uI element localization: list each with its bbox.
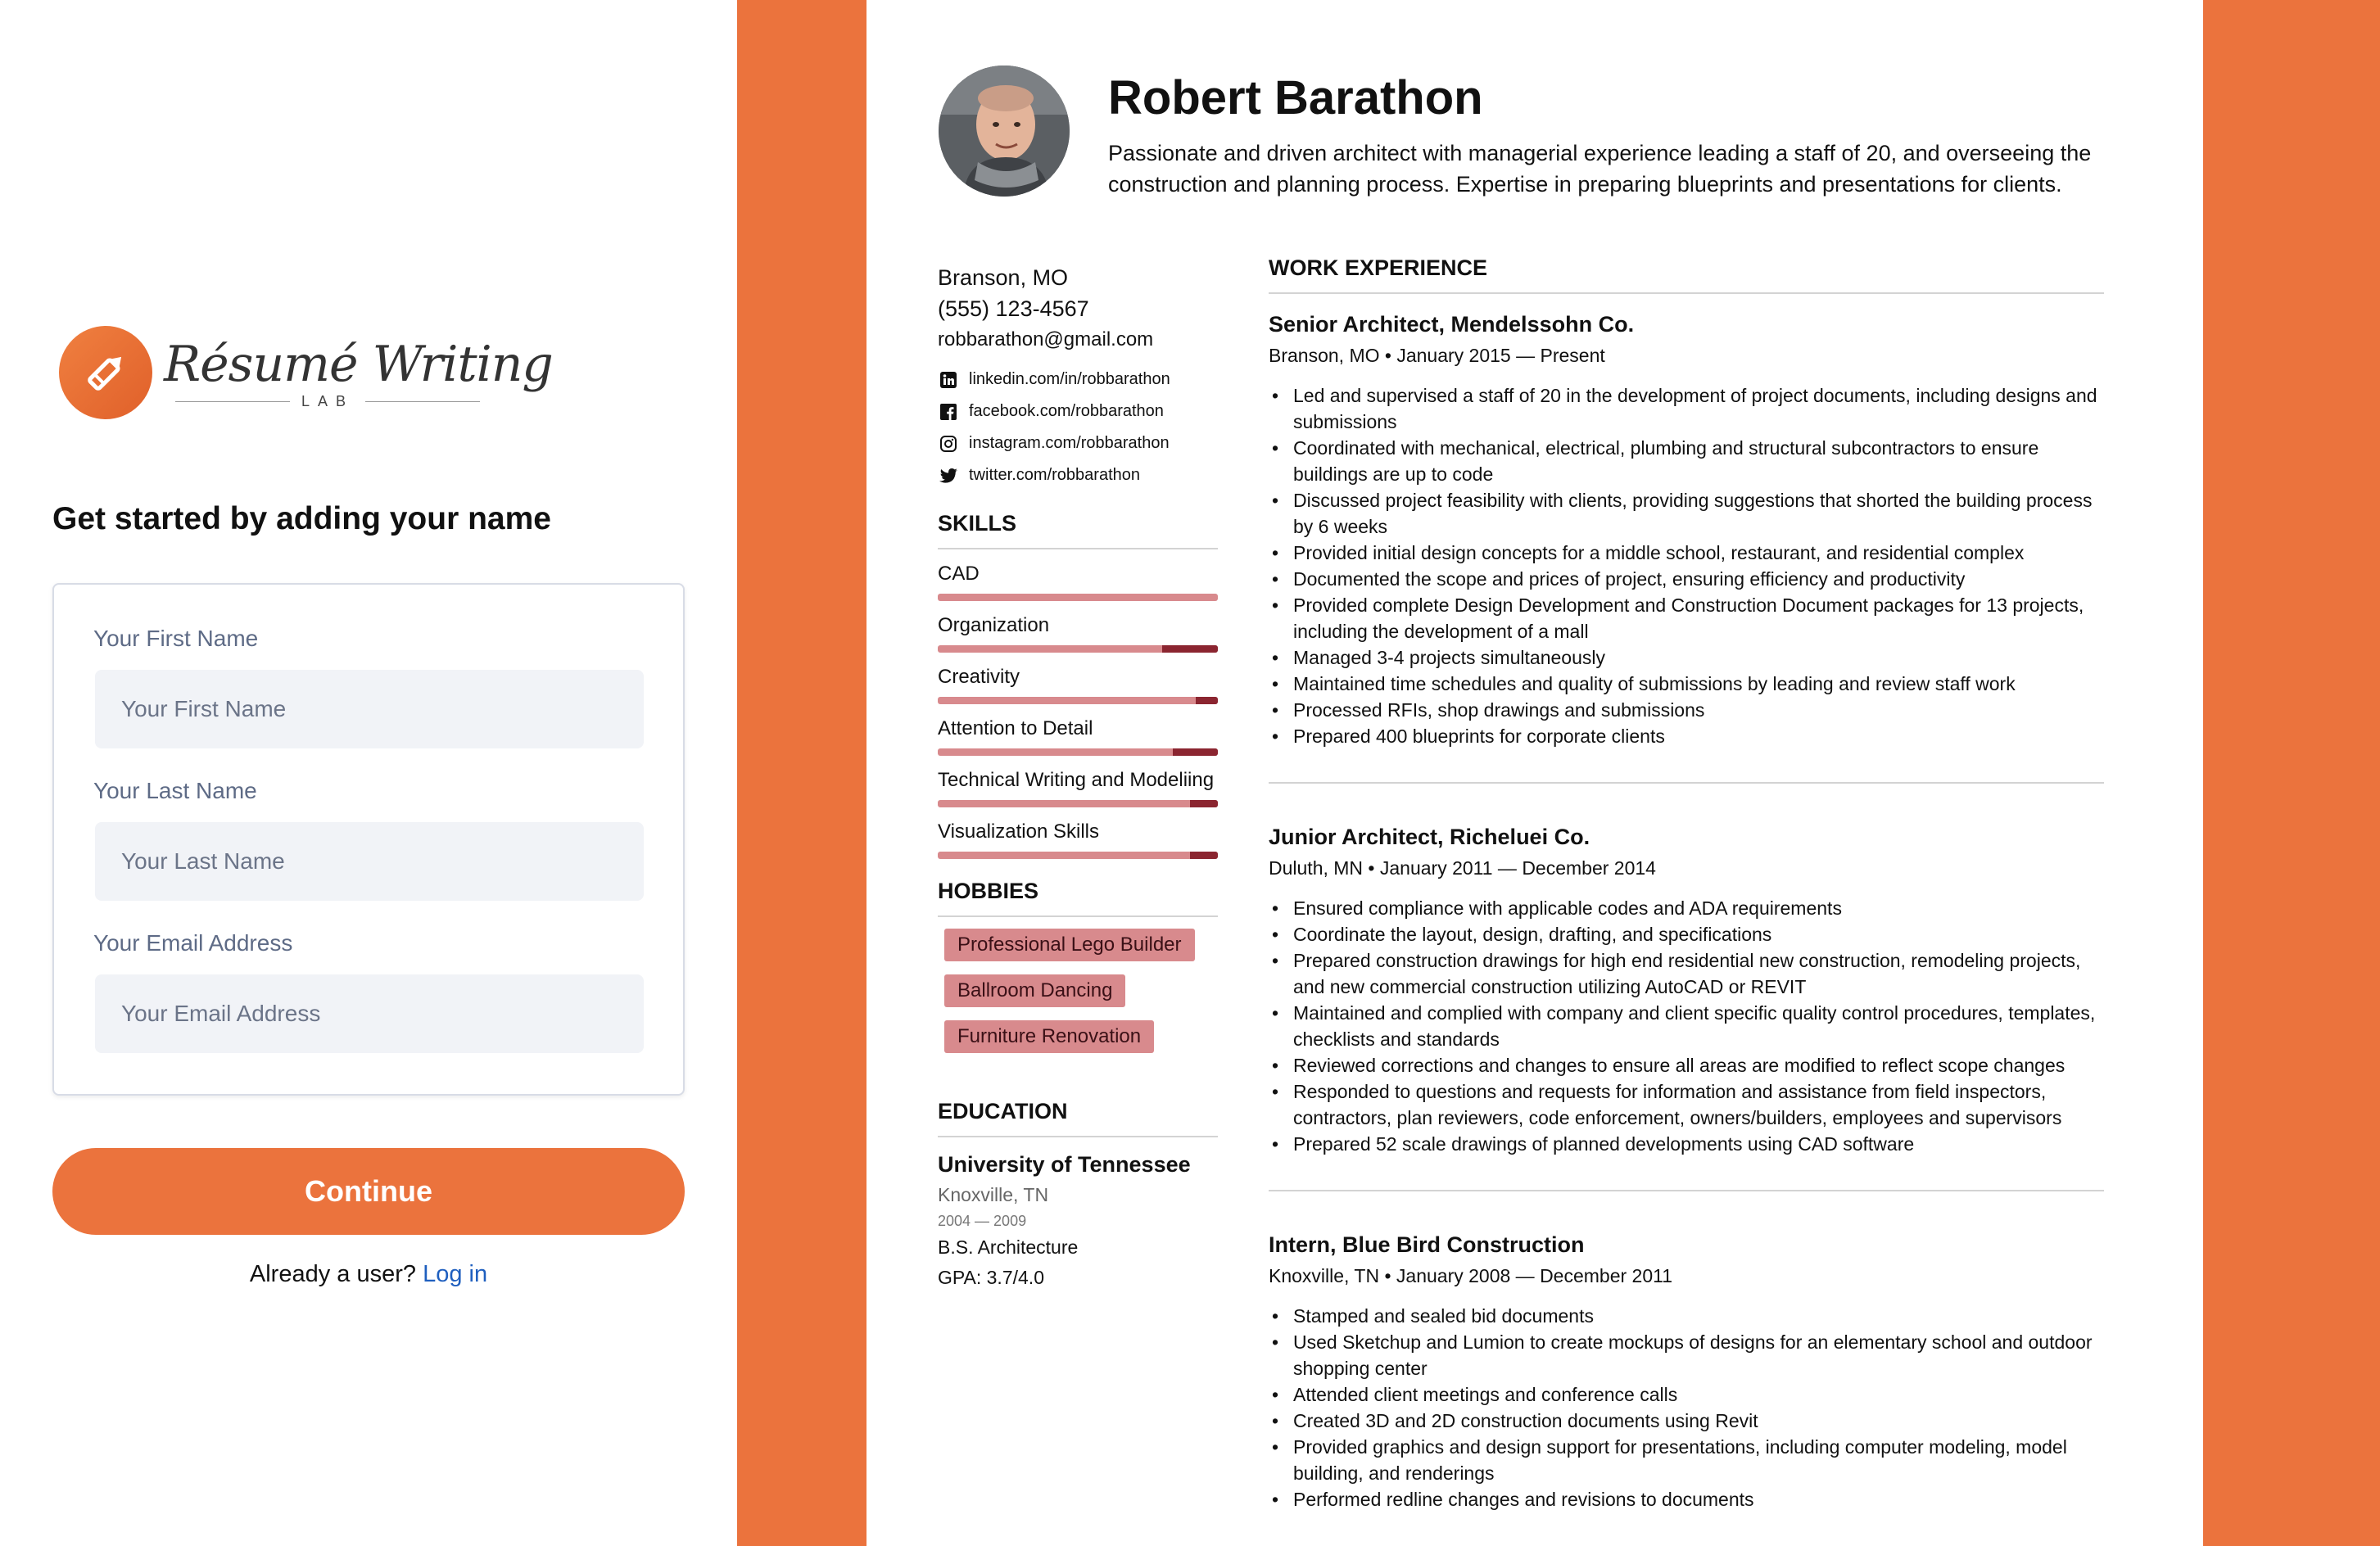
last-name-input[interactable] <box>95 822 644 901</box>
skill-item <box>938 767 1218 807</box>
job-bullet: • Processed RFIs, shop drawings and submissions <box>1269 697 2104 723</box>
education-gpa: GPA: 3.7/4.0 <box>938 1267 1044 1288</box>
resume-preview <box>866 0 2203 1546</box>
education-heading: EDUCATION <box>938 1099 1218 1137</box>
brand-logo <box>59 326 553 419</box>
skill-name: Attention to Detail <box>938 717 1093 739</box>
hobbies-section <box>938 879 1218 1066</box>
job-bullet: • Created 3D and 2D construction documents using Revit <box>1269 1408 2104 1434</box>
last-name-label: Your Last Name <box>93 778 257 803</box>
work-experience-section <box>1269 255 2104 1546</box>
background-band-left <box>737 0 866 1546</box>
linkedin-icon <box>938 369 959 391</box>
work-heading: WORK EXPERIENCE <box>1269 255 2104 294</box>
education-degree: B.S. Architecture <box>938 1236 1079 1258</box>
skill-level-bar <box>938 645 1218 653</box>
resume-sidebar <box>938 262 1218 1293</box>
job-meta: Branson, MO • January 2015 — Present <box>1269 345 1605 366</box>
brand-sub: LAB <box>301 393 355 409</box>
brand-name: Résumé Writing <box>164 336 553 393</box>
social-twitter <box>938 459 1218 491</box>
social-twitter-text: twitter.com/robbarathon <box>969 466 1140 484</box>
signup-panel <box>0 0 737 1546</box>
job-bullet: • Discussed project feasibility with clients, providing suggestions that shorted the building process by 6 weeks <box>1269 487 2104 540</box>
skill-level-bar <box>938 594 1218 601</box>
education-dates: 2004 — 2009 <box>938 1213 1027 1229</box>
job-bullet: • Provided complete Design Development and Construction Document packages for 13 projects, including the development of a mall <box>1269 592 2104 644</box>
education-school: University of Tennessee <box>938 1152 1191 1177</box>
education-section <box>938 1099 1218 1293</box>
job-bullet: • Documented the scope and prices of project, ensuring efficiency and productivity <box>1269 566 2104 592</box>
skill-item <box>938 561 1218 601</box>
job-bullet: • Coordinated with mechanical, electrical, plumbing and structural subcontractors to ensure buildings are up to code <box>1269 435 2104 487</box>
hobby-tag: Professional Lego Builder <box>944 929 1195 961</box>
job-entry <box>1269 309 2104 784</box>
job-title: Junior Architect, Richeluei Co. <box>1269 825 1590 849</box>
hobby-tag: Furniture Renovation <box>944 1020 1154 1053</box>
first-name-input[interactable] <box>95 670 644 748</box>
job-bullet: • Prepared 52 scale drawings of planned developments using CAD software <box>1269 1131 2104 1157</box>
pencil-icon <box>59 326 152 419</box>
job-bullet: • Responded to questions and requests for information and assistance from field inspectors, contractors, plan reviewers, code enforcement, owners/builders, employees and supervisors <box>1269 1078 2104 1131</box>
profile-photo <box>939 66 1070 197</box>
facebook-icon <box>938 401 959 423</box>
social-linkedin-text: linkedin.com/in/robbarathon <box>969 370 1170 388</box>
background-band-right <box>2203 0 2380 1546</box>
skill-name: Creativity <box>938 666 1020 688</box>
job-bullets <box>1269 895 2104 1157</box>
continue-button[interactable]: Continue <box>52 1148 685 1235</box>
skill-level-bar <box>938 697 1218 704</box>
job-bullets <box>1269 382 2104 749</box>
skill-name: Technical Writing and Modeliing <box>938 769 1215 791</box>
job-entry <box>1269 821 2104 1191</box>
social-facebook-text: facebook.com/robbarathon <box>969 402 1164 420</box>
contact-location: Branson, MO <box>938 265 1069 290</box>
skill-item <box>938 613 1218 653</box>
job-meta: Duluth, MN • January 2011 — December 2014 <box>1269 857 1656 879</box>
job-bullet: • Reviewed corrections and changes to ensure all areas are modified to reflect scope changes <box>1269 1052 2104 1078</box>
hobby-tag: Ballroom Dancing <box>944 974 1125 1007</box>
skill-name: Organization <box>938 614 1050 636</box>
skills-heading: SKILLS <box>938 511 1218 549</box>
job-bullet: • Provided initial design concepts for a middle school, restaurant, and residential complex <box>1269 540 2104 566</box>
social-linkedin <box>938 364 1218 396</box>
job-bullet: • Maintained and complied with company and client specific quality control procedures, templates, checklists and standards <box>1269 1000 2104 1052</box>
twitter-icon <box>938 465 959 486</box>
signup-form <box>52 583 685 1096</box>
skill-name: Visualization Skills <box>938 820 1099 843</box>
job-meta: Knoxville, TN • January 2008 — December 2011 <box>1269 1265 1673 1286</box>
skill-item <box>938 819 1218 859</box>
instagram-icon <box>938 433 959 454</box>
signup-heading: Get started by adding your name <box>52 501 551 536</box>
skill-item <box>938 664 1218 704</box>
email-input[interactable] <box>95 974 644 1053</box>
education-location: Knoxville, TN <box>938 1184 1049 1205</box>
job-bullet: • Prepared construction drawings for high end residential new construction, remodeling projects, and new commercial construction utilizing AutoCAD or REVIT <box>1269 947 2104 1000</box>
job-bullet: • Used Sketchup and Lumion to create mockups of designs for an elementary school and outdoor shopping center <box>1269 1329 2104 1381</box>
job-bullet: • Prepared 400 blueprints for corporate clients <box>1269 723 2104 749</box>
job-bullet: • Maintained time schedules and quality of submissions by leading and review staff work <box>1269 671 2104 697</box>
job-title: Intern, Blue Bird Construction <box>1269 1232 1585 1257</box>
social-instagram <box>938 427 1218 459</box>
skill-level-bar <box>938 852 1218 859</box>
social-instagram-text: instagram.com/robbarathon <box>969 434 1170 452</box>
login-link[interactable]: Log in <box>423 1261 488 1287</box>
job-title: Senior Architect, Mendelssohn Co. <box>1269 312 1635 337</box>
resume-name: Robert Barathon <box>1108 71 1483 124</box>
job-bullets <box>1269 1303 2104 1512</box>
job-bullet: • Performed redline changes and revisions to documents <box>1269 1486 2104 1512</box>
contact-phone: (555) 123-4567 <box>938 296 1089 321</box>
first-name-label: Your First Name <box>93 626 259 651</box>
skill-level-bar <box>938 748 1218 756</box>
already-user-text: Already a user? <box>249 1261 417 1287</box>
skill-name: CAD <box>938 563 980 585</box>
skills-section <box>938 511 1218 859</box>
login-prompt <box>0 1261 737 1288</box>
job-bullet: • Coordinate the layout, design, drafting, and specifications <box>1269 921 2104 947</box>
job-bullet: • Attended client meetings and conference calls <box>1269 1381 2104 1408</box>
resume-summary: Passionate and driven architect with managerial experience leading a staff of 20, and overseeing the construction and planning process. Expertise in preparing blueprints and presentations for clients. <box>1108 141 2092 197</box>
job-bullet: • Managed 3-4 projects simultaneously <box>1269 644 2104 671</box>
hobbies-heading: HOBBIES <box>938 879 1218 917</box>
job-bullet: • Stamped and sealed bid documents <box>1269 1303 2104 1329</box>
social-facebook <box>938 396 1218 427</box>
job-bullet: • Led and supervised a staff of 20 in the development of project documents, including designs and submissions <box>1269 382 2104 435</box>
job-bullet: • Ensured compliance with applicable codes and ADA requirements <box>1269 895 2104 921</box>
job-entry <box>1269 1229 2104 1545</box>
job-bullet: • Provided graphics and design support for presentations, including computer modeling, model building, and renderings <box>1269 1434 2104 1486</box>
skill-level-bar <box>938 800 1218 807</box>
email-label: Your Email Address <box>93 930 293 956</box>
skill-item <box>938 716 1218 756</box>
contact-email: robbarathon@gmail.com <box>938 328 1154 350</box>
